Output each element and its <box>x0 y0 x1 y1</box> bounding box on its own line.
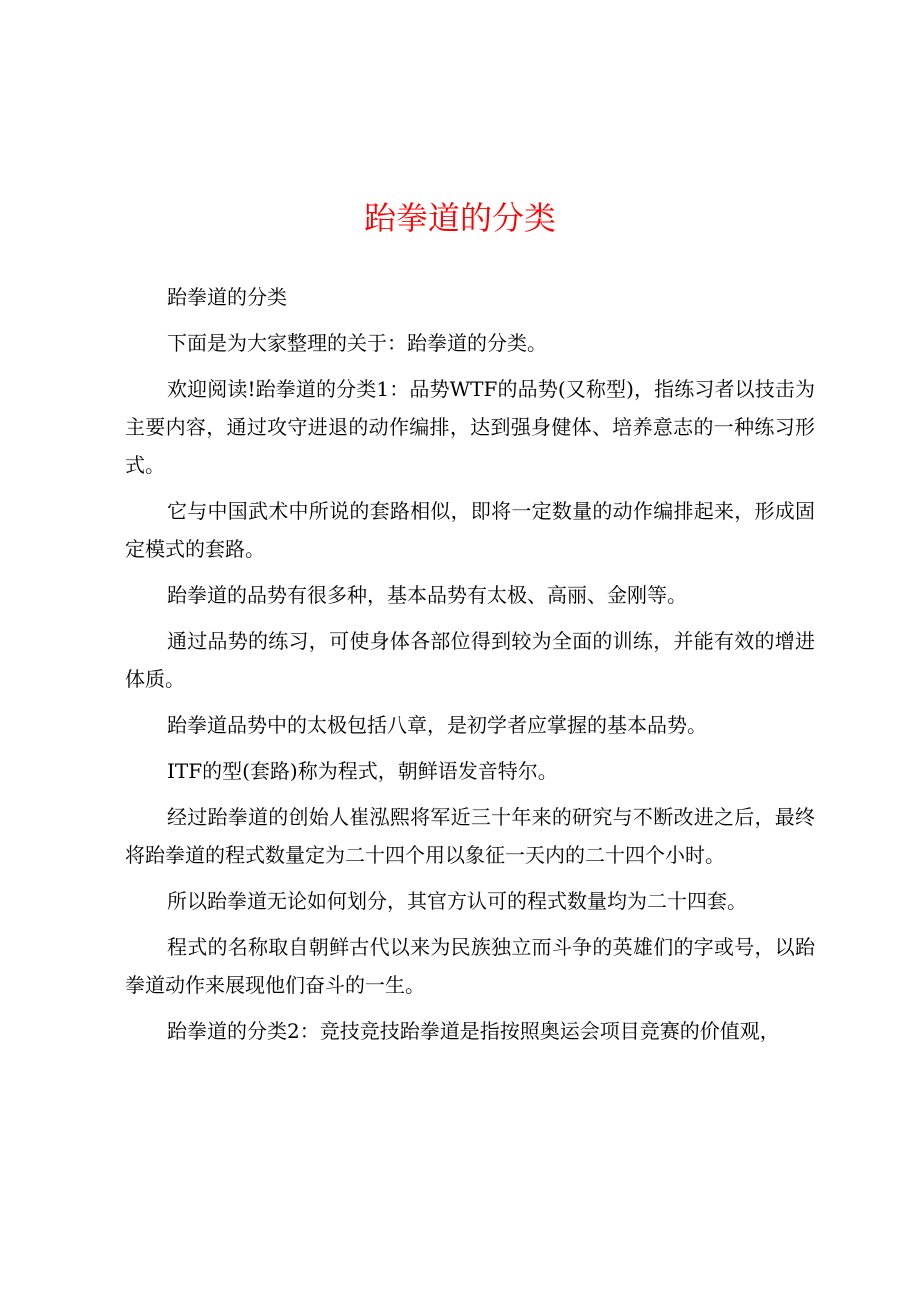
paragraph: 它与中国武术中所说的套路相似，即将一定数量的动作编排起来，形成固定模式的套路。 <box>125 499 815 561</box>
paragraph: ITF的型(套路)称为程式，朝鲜语发音特尔。 <box>167 759 558 783</box>
paragraph: 经过跆拳道的创始人崔泓熙将军近三十年来的研究与不断改进之后，最终将跆拳道的程式数量定为二十四个用以象征一天内的二十四个小时。 <box>125 805 815 867</box>
paragraph: 程式的名称取自朝鲜古代以来为民族独立而斗争的英雄们的字或号，以跆拳道动作来展现他们奋斗的一生。 <box>125 935 815 997</box>
paragraph: 欢迎阅读!跆拳道的分类1：品势WTF的品势(又称型)，指练习者以技击为主要内容，通过攻守进退的动作编排，达到强身健体、培养意志的一种练习形式。 <box>125 377 815 477</box>
document-body <box>125 278 815 1058</box>
paragraph: 所以跆拳道无论如何划分，其官方认可的程式数量均为二十四套。 <box>167 889 747 913</box>
paragraph: 跆拳道的分类 <box>167 285 287 309</box>
paragraph: 通过品势的练习，可使身体各部位得到较为全面的训练，并能有效的增进体质。 <box>125 629 815 691</box>
paragraph: 下面是为大家整理的关于：跆拳道的分类。 <box>167 331 547 355</box>
paragraph: 跆拳道的分类2：竞技竞技跆拳道是指按照奥运会项目竞赛的价值观， <box>167 1019 780 1043</box>
paragraph: 跆拳道的品势有很多种，基本品势有太极、高丽、金刚等。 <box>167 583 687 607</box>
document-title: 跆拳道的分类 <box>363 199 556 237</box>
paragraph: 跆拳道品势中的太极包括八章，是初学者应掌握的基本品势。 <box>167 713 707 737</box>
